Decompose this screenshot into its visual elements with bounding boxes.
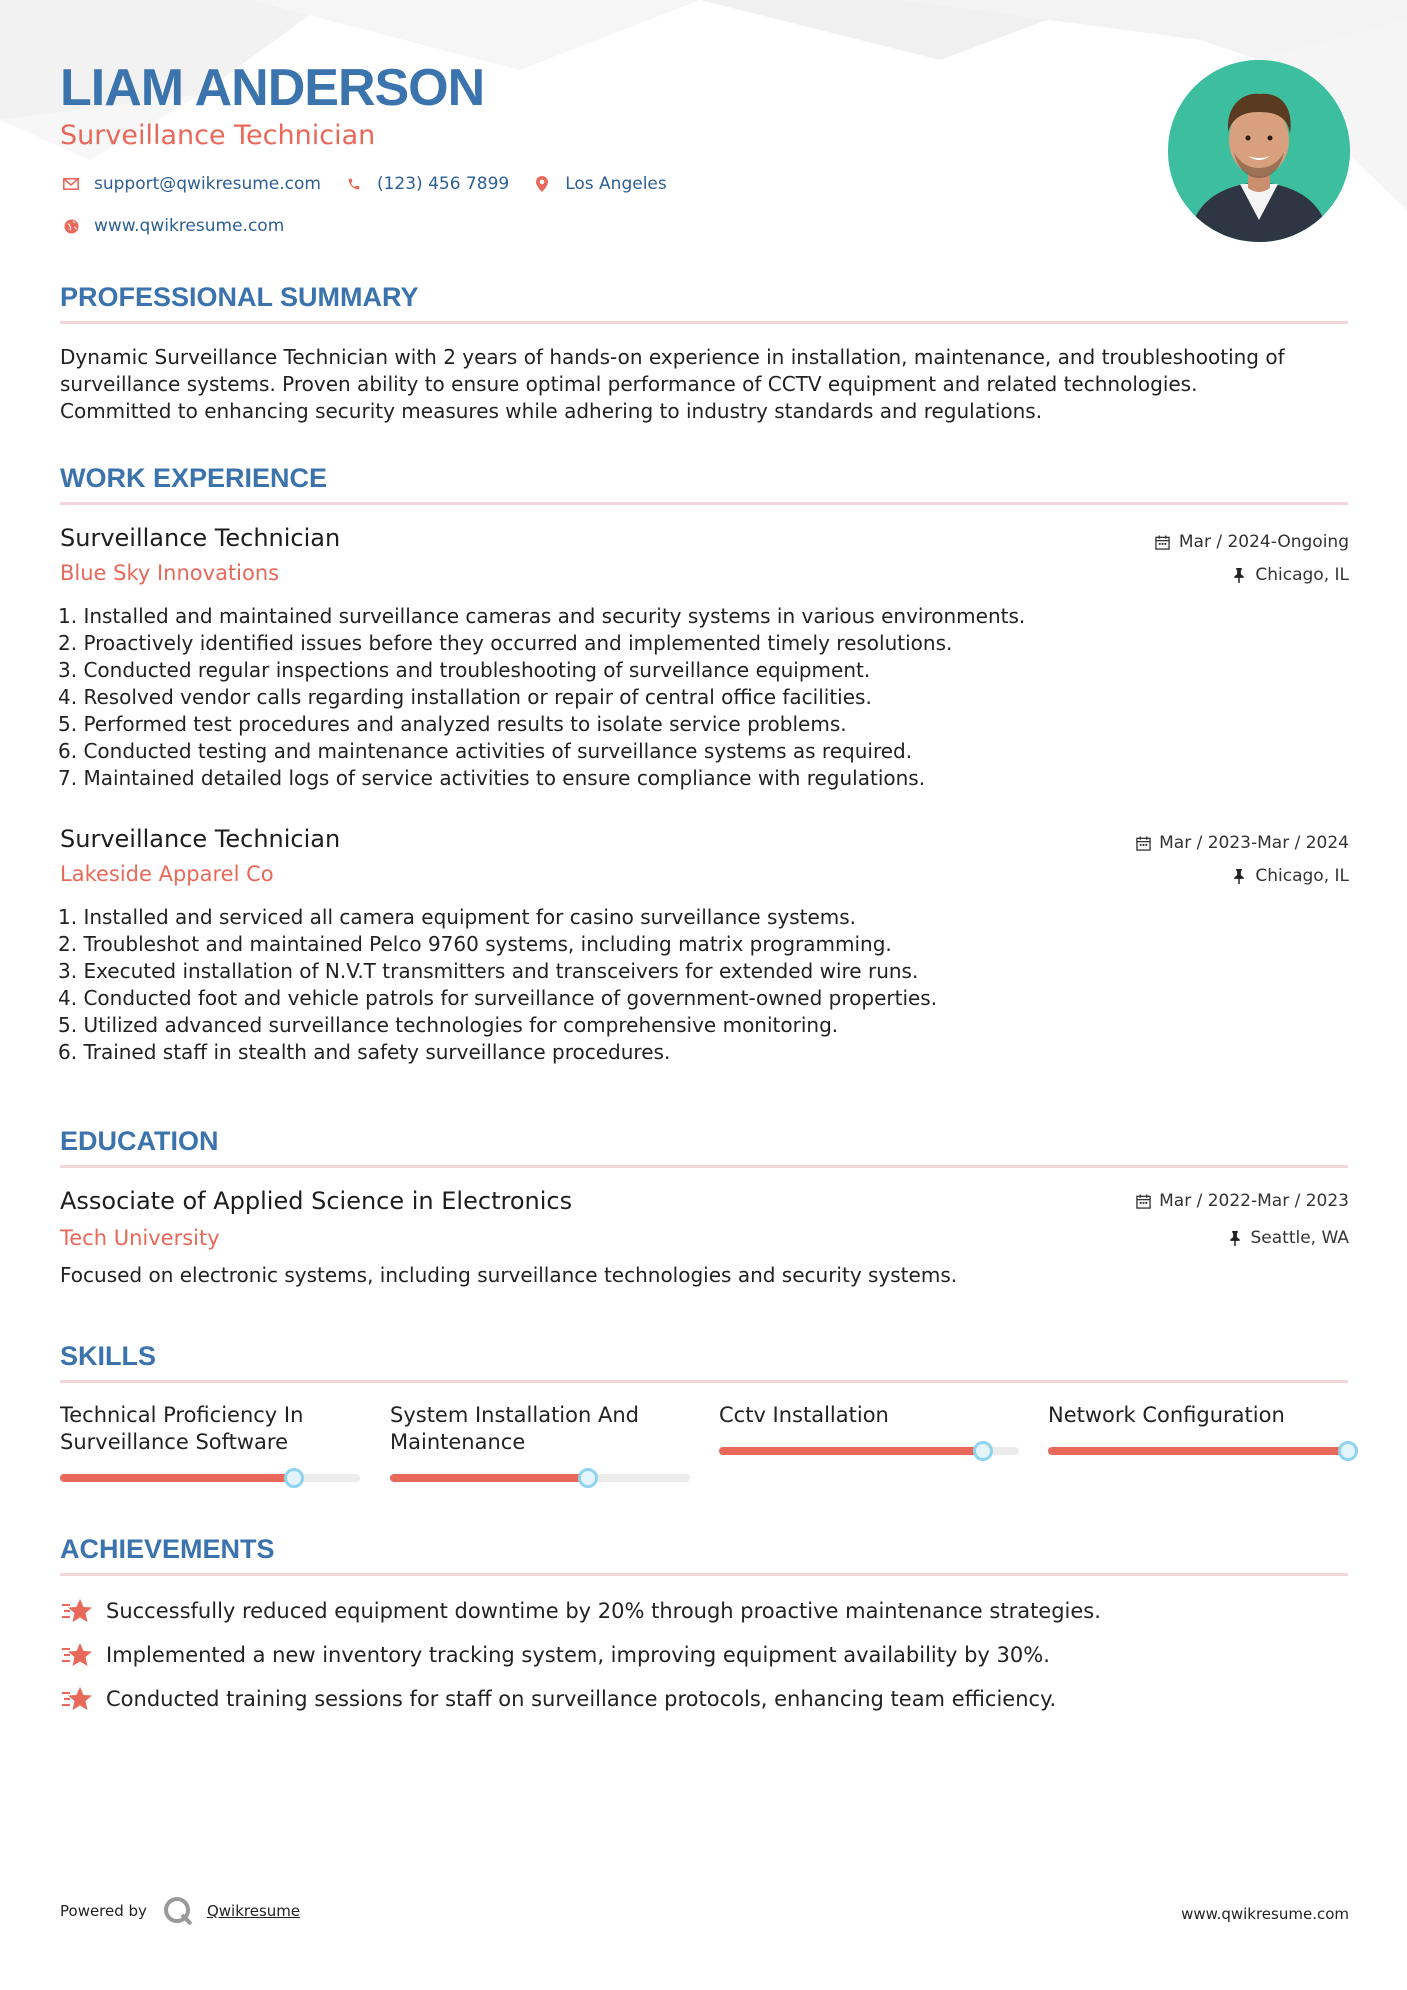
summary-line: surveillance systems. Proven ability to ensure optimal performance of CCTV equipment and related technologies. [60, 372, 1198, 396]
skill-label: Cctv Installation [719, 1403, 889, 1427]
skill-item [390, 1402, 690, 1456]
skill-bar-knob [973, 1441, 993, 1461]
envelope-icon [60, 173, 82, 195]
skill-bar-fill [60, 1474, 294, 1482]
job-bullets [58, 904, 1338, 1066]
star-badge-icon [60, 1640, 94, 1670]
list-item: 2. Proactively identified issues before they occurred and implemented timely resolutions. [58, 631, 953, 655]
degree-title: Associate of Applied Science in Electronics [60, 1187, 573, 1215]
contact-website[interactable] [60, 215, 284, 237]
section-title-experience: WORK EXPERIENCE [60, 463, 328, 493]
qwikresume-logo-icon [163, 1896, 193, 1926]
candidate-role: Surveillance Technician [60, 120, 376, 151]
list-item: 6. Conducted testing and maintenance activities of surveillance systems as required. [58, 739, 913, 763]
section-divider [60, 502, 1348, 505]
summary-line: Committed to enhancing security measures while adhering to industry standards and regulations. [60, 399, 1043, 423]
section-divider [60, 1165, 1348, 1168]
skill-bar [719, 1447, 1019, 1455]
section-divider [60, 321, 1348, 324]
contact-phone[interactable] [343, 173, 509, 195]
skill-bar-fill [390, 1474, 588, 1482]
star-badge-icon [60, 1596, 94, 1626]
list-item: 3. Conducted regular inspections and troubleshooting of surveillance equipment. [58, 658, 871, 682]
qwikresume-link[interactable]: Qwikresume [206, 1902, 301, 1920]
skill-bar [390, 1474, 690, 1482]
section-title-skills: SKILLS [60, 1341, 157, 1371]
list-item: 4. Resolved vendor calls regarding installation or repair of central office facilities. [58, 685, 872, 709]
skill-bar [60, 1474, 360, 1482]
achievement-item [60, 1684, 1056, 1714]
education-description: Focused on electronic systems, including surveillance technologies and security systems. [60, 1263, 958, 1287]
job-location-text: Chicago, IL [1255, 565, 1349, 585]
footer-website[interactable]: www.qwikresume.com [1181, 1905, 1349, 1923]
skill-label: Network Configuration [1048, 1403, 1285, 1427]
section-title-achievements: ACHIEVEMENTS [60, 1534, 275, 1564]
website-text: www.qwikresume.com [94, 216, 285, 236]
education-date-text: Mar / 2022-Mar / 2023 [1159, 1191, 1349, 1211]
profile-photo [1168, 60, 1350, 242]
list-item: 7. Maintained detailed logs of service activities to ensure compliance with regulations. [58, 766, 926, 790]
list-item: 5. Utilized advanced surveillance technologies for comprehensive monitoring. [58, 1013, 839, 1037]
achievement-text: Implemented a new inventory tracking system, improving equipment availability by 30%. [106, 1643, 1050, 1667]
pushpin-icon [1231, 868, 1247, 884]
skill-bar-knob [578, 1468, 598, 1488]
job-location [1231, 866, 1349, 886]
skill-bar [1048, 1447, 1348, 1455]
globe-icon [60, 215, 82, 237]
footer-powered-by [60, 1896, 300, 1926]
list-item: 6. Trained staff in stealth and safety surveillance procedures. [58, 1040, 671, 1064]
skill-bar-fill [1048, 1447, 1348, 1455]
skill-item [60, 1402, 360, 1456]
summary-line: Dynamic Surveillance Technician with 2 years of hands-on experience in installation, maintenance, and troubleshooting of [60, 345, 1285, 369]
section-title-summary: PROFESSIONAL SUMMARY [60, 282, 419, 312]
skill-bar-knob [1338, 1441, 1358, 1461]
school-name: Tech University [60, 1226, 220, 1250]
powered-by-text: Powered by [60, 1902, 147, 1920]
skill-bar-knob [284, 1468, 304, 1488]
skill-label: System Installation And [390, 1403, 639, 1427]
job-company: Blue Sky Innovations [60, 561, 280, 585]
section-title-education: EDUCATION [60, 1126, 219, 1156]
phone-icon [343, 173, 365, 195]
list-item: 4. Conducted foot and vehicle patrols for surveillance of government-owned properties. [58, 986, 938, 1010]
job-title: Surveillance Technician [60, 524, 341, 552]
skill-item [719, 1402, 1019, 1429]
job-location [1231, 565, 1349, 585]
list-item: 1. Installed and serviced all camera equipment for casino surveillance systems. [58, 905, 857, 929]
email-text: support@qwikresume.com [94, 174, 321, 194]
location-text: Los Angeles [565, 174, 667, 194]
job-title: Surveillance Technician [60, 825, 341, 853]
job-date [1155, 532, 1349, 552]
education-location [1227, 1228, 1350, 1248]
summary-text [60, 344, 1350, 425]
job-company: Lakeside Apparel Co [60, 862, 274, 886]
contact-email[interactable] [60, 173, 321, 195]
candidate-name: LIAM ANDERSON [60, 59, 485, 117]
calendar-icon [1135, 835, 1151, 851]
job-date-text: Mar / 2023-Mar / 2024 [1159, 833, 1349, 853]
skill-item [1048, 1402, 1348, 1429]
calendar-icon [1155, 534, 1171, 550]
achievement-item [60, 1596, 1101, 1626]
section-divider [60, 1380, 1348, 1383]
list-item: 3. Executed installation of N.V.T transmitters and transceivers for extended wire runs. [58, 959, 919, 983]
contact-location [531, 173, 667, 195]
pushpin-icon [1231, 567, 1247, 583]
pushpin-icon [1227, 1230, 1243, 1246]
achievement-item [60, 1640, 1050, 1670]
skill-label: Surveillance Software [60, 1430, 289, 1454]
achievement-text: Conducted training sessions for staff on surveillance protocols, enhancing team efficiency. [106, 1687, 1057, 1711]
contact-row-1 [60, 172, 689, 196]
list-item: 5. Performed test procedures and analyzed results to isolate service problems. [58, 712, 847, 736]
contact-row-2 [60, 214, 306, 238]
education-date [1135, 1191, 1349, 1211]
map-pin-icon [531, 173, 553, 195]
skill-label: Maintenance [390, 1430, 526, 1454]
skill-bar-fill [719, 1447, 983, 1455]
phone-text: (123) 456 7899 [376, 174, 510, 194]
list-item: 1. Installed and maintained surveillance cameras and security systems in various environments. [58, 604, 1026, 628]
achievement-text: Successfully reduced equipment downtime by 20% through proactive maintenance strategies. [106, 1599, 1101, 1623]
job-date [1135, 833, 1349, 853]
job-bullets [58, 603, 1338, 792]
calendar-icon [1135, 1193, 1151, 1209]
star-badge-icon [60, 1684, 94, 1714]
job-date-text: Mar / 2024-Ongoing [1178, 532, 1349, 552]
education-location-text: Seattle, WA [1250, 1228, 1349, 1248]
skill-label: Technical Proficiency In [60, 1403, 304, 1427]
section-divider [60, 1573, 1348, 1576]
job-location-text: Chicago, IL [1255, 866, 1349, 886]
list-item: 2. Troubleshot and maintained Pelco 9760 systems, including matrix programming. [58, 932, 892, 956]
